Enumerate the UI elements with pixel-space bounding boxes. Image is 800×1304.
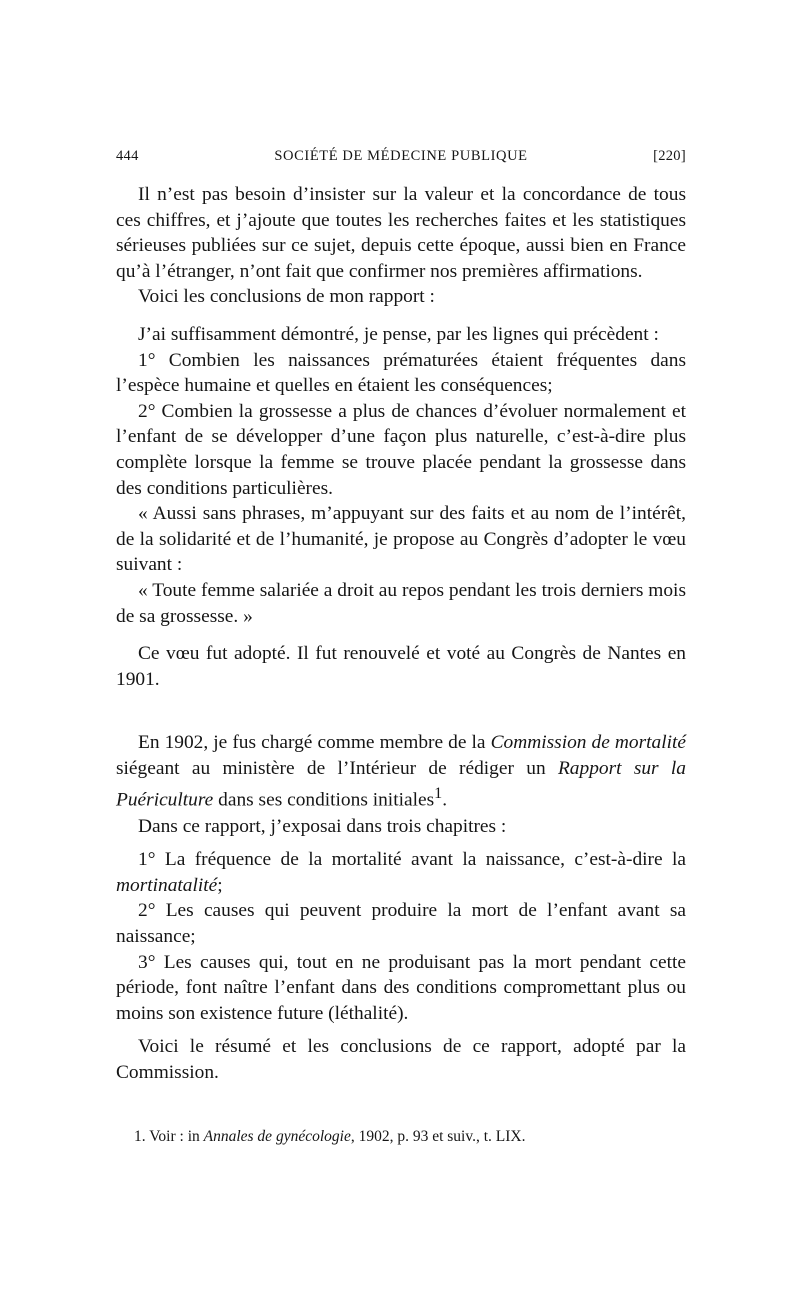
book-page bbox=[116, 148, 686, 1085]
italic-title: Commission de mortalité bbox=[490, 732, 686, 754]
folio-number: [220] bbox=[653, 148, 686, 164]
italic-term: mortinatalité bbox=[116, 874, 218, 896]
paragraph: Il n’est pas besoin d’insister sur la valeur et la concordance de tous ces chiffres, et j’ajoute que toutes les recherches faites et les statistiques sérieuses publiées sur ce sujet, depuis cette époque, aussi bien en France qu’à l’étranger, n’ont fait que confirmer nos premières affirmations. bbox=[116, 184, 686, 282]
quotation: « Aussi sans phrases, m’appuyant sur des faits et au nom de l’intérêt, de la solidarité et de l’humanité, je propose au Congrès d’adopter le vœu suivant : bbox=[116, 503, 686, 576]
list-item: 2° Combien la grossesse a plus de chances d’évoluer normalement et l’enfant de se développer d’une façon plus naturelle, c’est-à-dire plus complète lorsque la femme se trouve placée pendant la grossesse dans des conditions particulières. bbox=[116, 400, 686, 499]
list-item: 3° Les causes qui, tout en ne produisant pas la mort pendant cette période, font naître l’enfant dans des conditions compromettant plus ou moins son existence future (léthalité). bbox=[116, 951, 686, 1024]
paragraph: Dans ce rapport, j’exposai dans trois chapitres : bbox=[138, 815, 507, 837]
main-text bbox=[116, 182, 686, 1085]
paragraph-commission: En 1902, je fus chargé comme membre de la Commission de mortalité siégeant au ministère de l’Intérieur de rédiger un Rapport sur la Puériculture dans ses conditions initiales$^1$. bbox=[116, 732, 686, 811]
paragraph: Voici les conclusions de mon rapport : bbox=[138, 286, 435, 308]
quotation: « Toute femme salariée a droit au repos pendant les trois derniers mois de sa grossesse. » bbox=[116, 579, 686, 627]
italic-title: Rapport sur la Puériculture bbox=[116, 757, 686, 811]
paragraph: Ce vœu fut adopté. Il fut renouvelé et voté au Congrès de Nantes en 1901. bbox=[116, 643, 686, 690]
italic-journal: Annales de gynécologie bbox=[203, 1128, 351, 1145]
list-item: 1° Combien les naissances prématurées étaient fréquentes dans l’espèce humaine et quelles en étaient les conséquences; bbox=[116, 349, 686, 397]
running-title: SOCIÉTÉ DE MÉDECINE PUBLIQUE bbox=[274, 148, 528, 164]
paragraph: J’ai suffisamment démontré, je pense, par les lignes qui précèdent : bbox=[138, 323, 659, 345]
footnote-marker: 1 bbox=[434, 785, 443, 803]
running-header bbox=[116, 148, 686, 170]
list-item: 1° La fréquence de la mortalité avant la naissance, c’est-à-dire la mortinatalité; bbox=[116, 849, 686, 896]
paragraph: Voici le résumé et les conclusions de ce rapport, adopté par la Commission. bbox=[116, 1036, 686, 1083]
list-item: 2° Les causes qui peuvent produire la mort de l’enfant avant sa naissance; bbox=[116, 900, 686, 947]
footnote: 1. Voir : in Annales de gynécologie, 1902, p. 93 et suiv., t. LIX. bbox=[134, 1128, 526, 1145]
page-number: 444 bbox=[116, 148, 139, 164]
